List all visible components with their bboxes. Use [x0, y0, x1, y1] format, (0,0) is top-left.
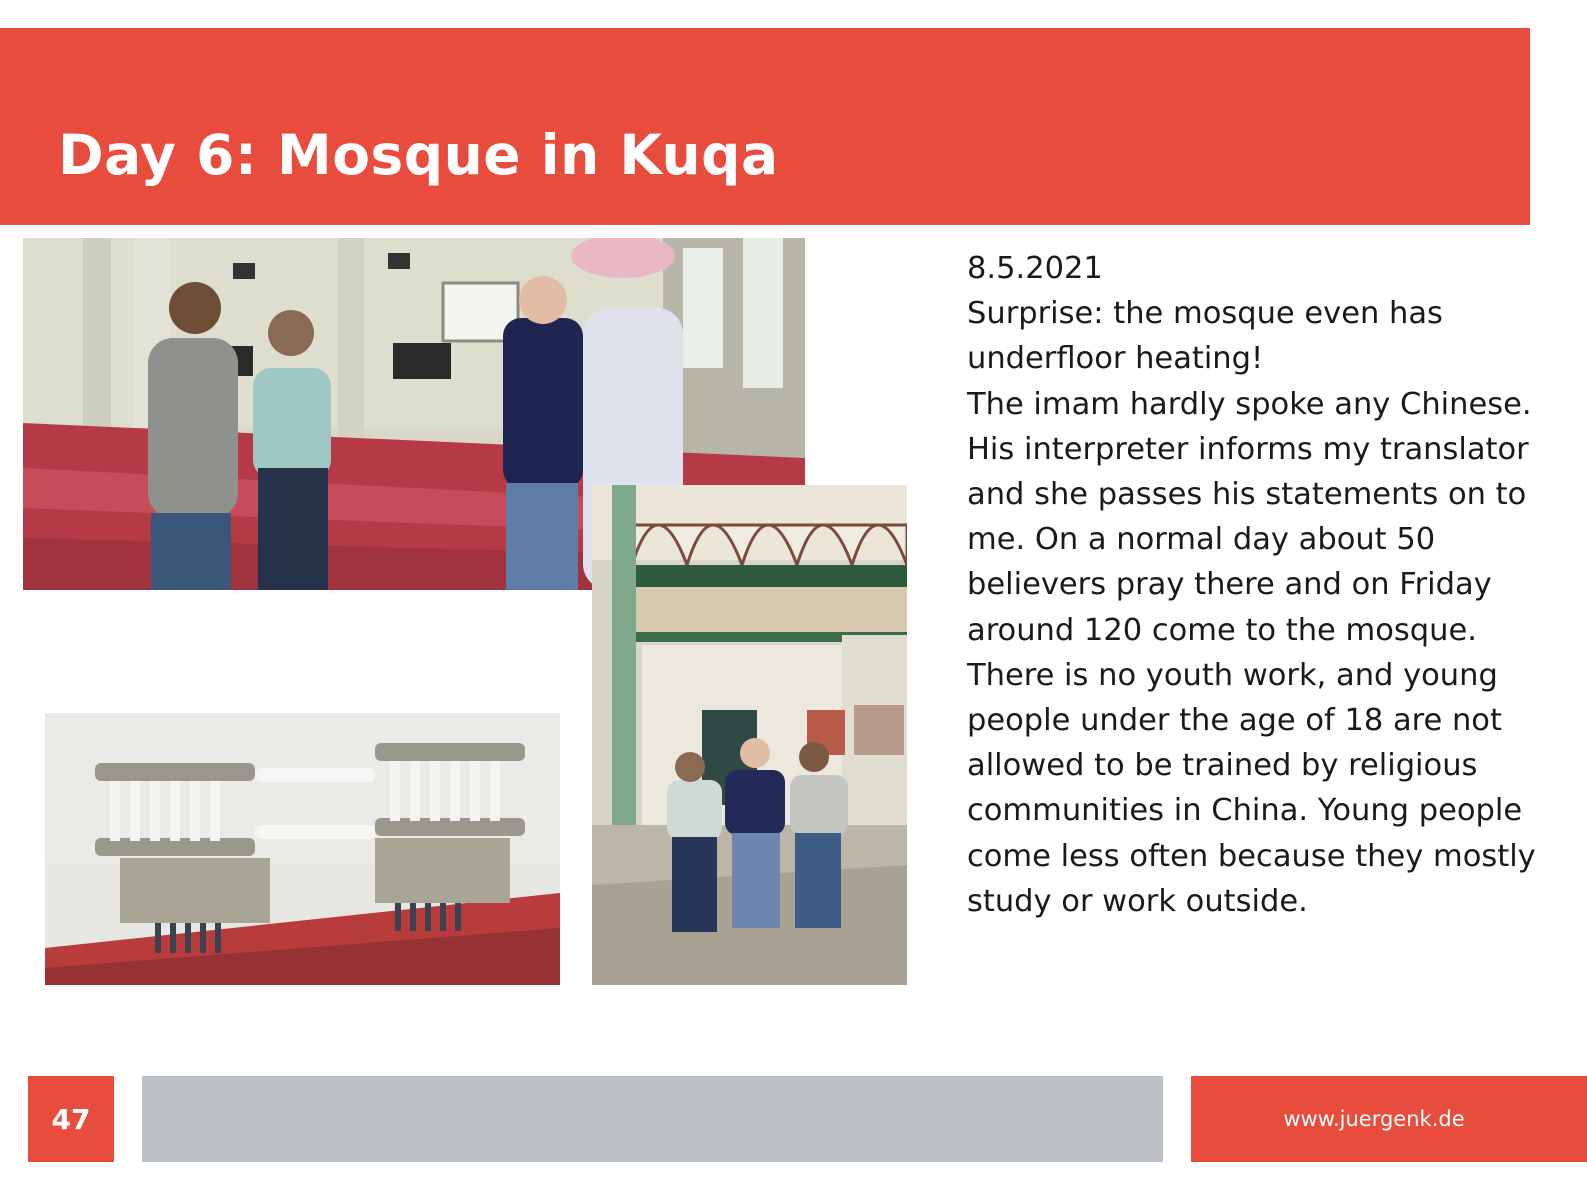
body-line: and she passes his statements on to [967, 477, 1527, 513]
body-line: communities in China. Young people [967, 793, 1523, 829]
body-line: allowed to be trained by religious [967, 748, 1478, 784]
body-line: There is no youth work, and young [967, 657, 1498, 693]
body-line: underfloor heating! [967, 341, 1264, 377]
body-line: The imam hardly spoke any Chinese. [967, 386, 1532, 422]
body-text [967, 246, 1557, 924]
page-number: 47 [28, 1076, 114, 1162]
body-line: Surprise: the mosque even has [967, 296, 1443, 332]
body-line: study or work outside. [967, 883, 1308, 919]
date-line: 8.5.2021 [967, 251, 1103, 286]
body-line: people under the age of 18 are not [967, 703, 1502, 739]
body-line: around 120 come to the mosque. [967, 612, 1477, 648]
body-line: come less often because they mostly [967, 838, 1536, 874]
mosque-entrance-photo [592, 485, 907, 985]
body-line: His interpreter informs my translator [967, 431, 1529, 467]
underfloor-heating-photo [45, 713, 560, 985]
body-line: me. On a normal day about 50 [967, 522, 1436, 558]
website-link[interactable]: www.juergenk.de [1191, 1076, 1587, 1162]
footer-bar [142, 1076, 1163, 1162]
slide-title: Day 6: Mosque in Kuqa [58, 123, 779, 187]
body-line: believers pray there and on Friday [967, 567, 1492, 603]
